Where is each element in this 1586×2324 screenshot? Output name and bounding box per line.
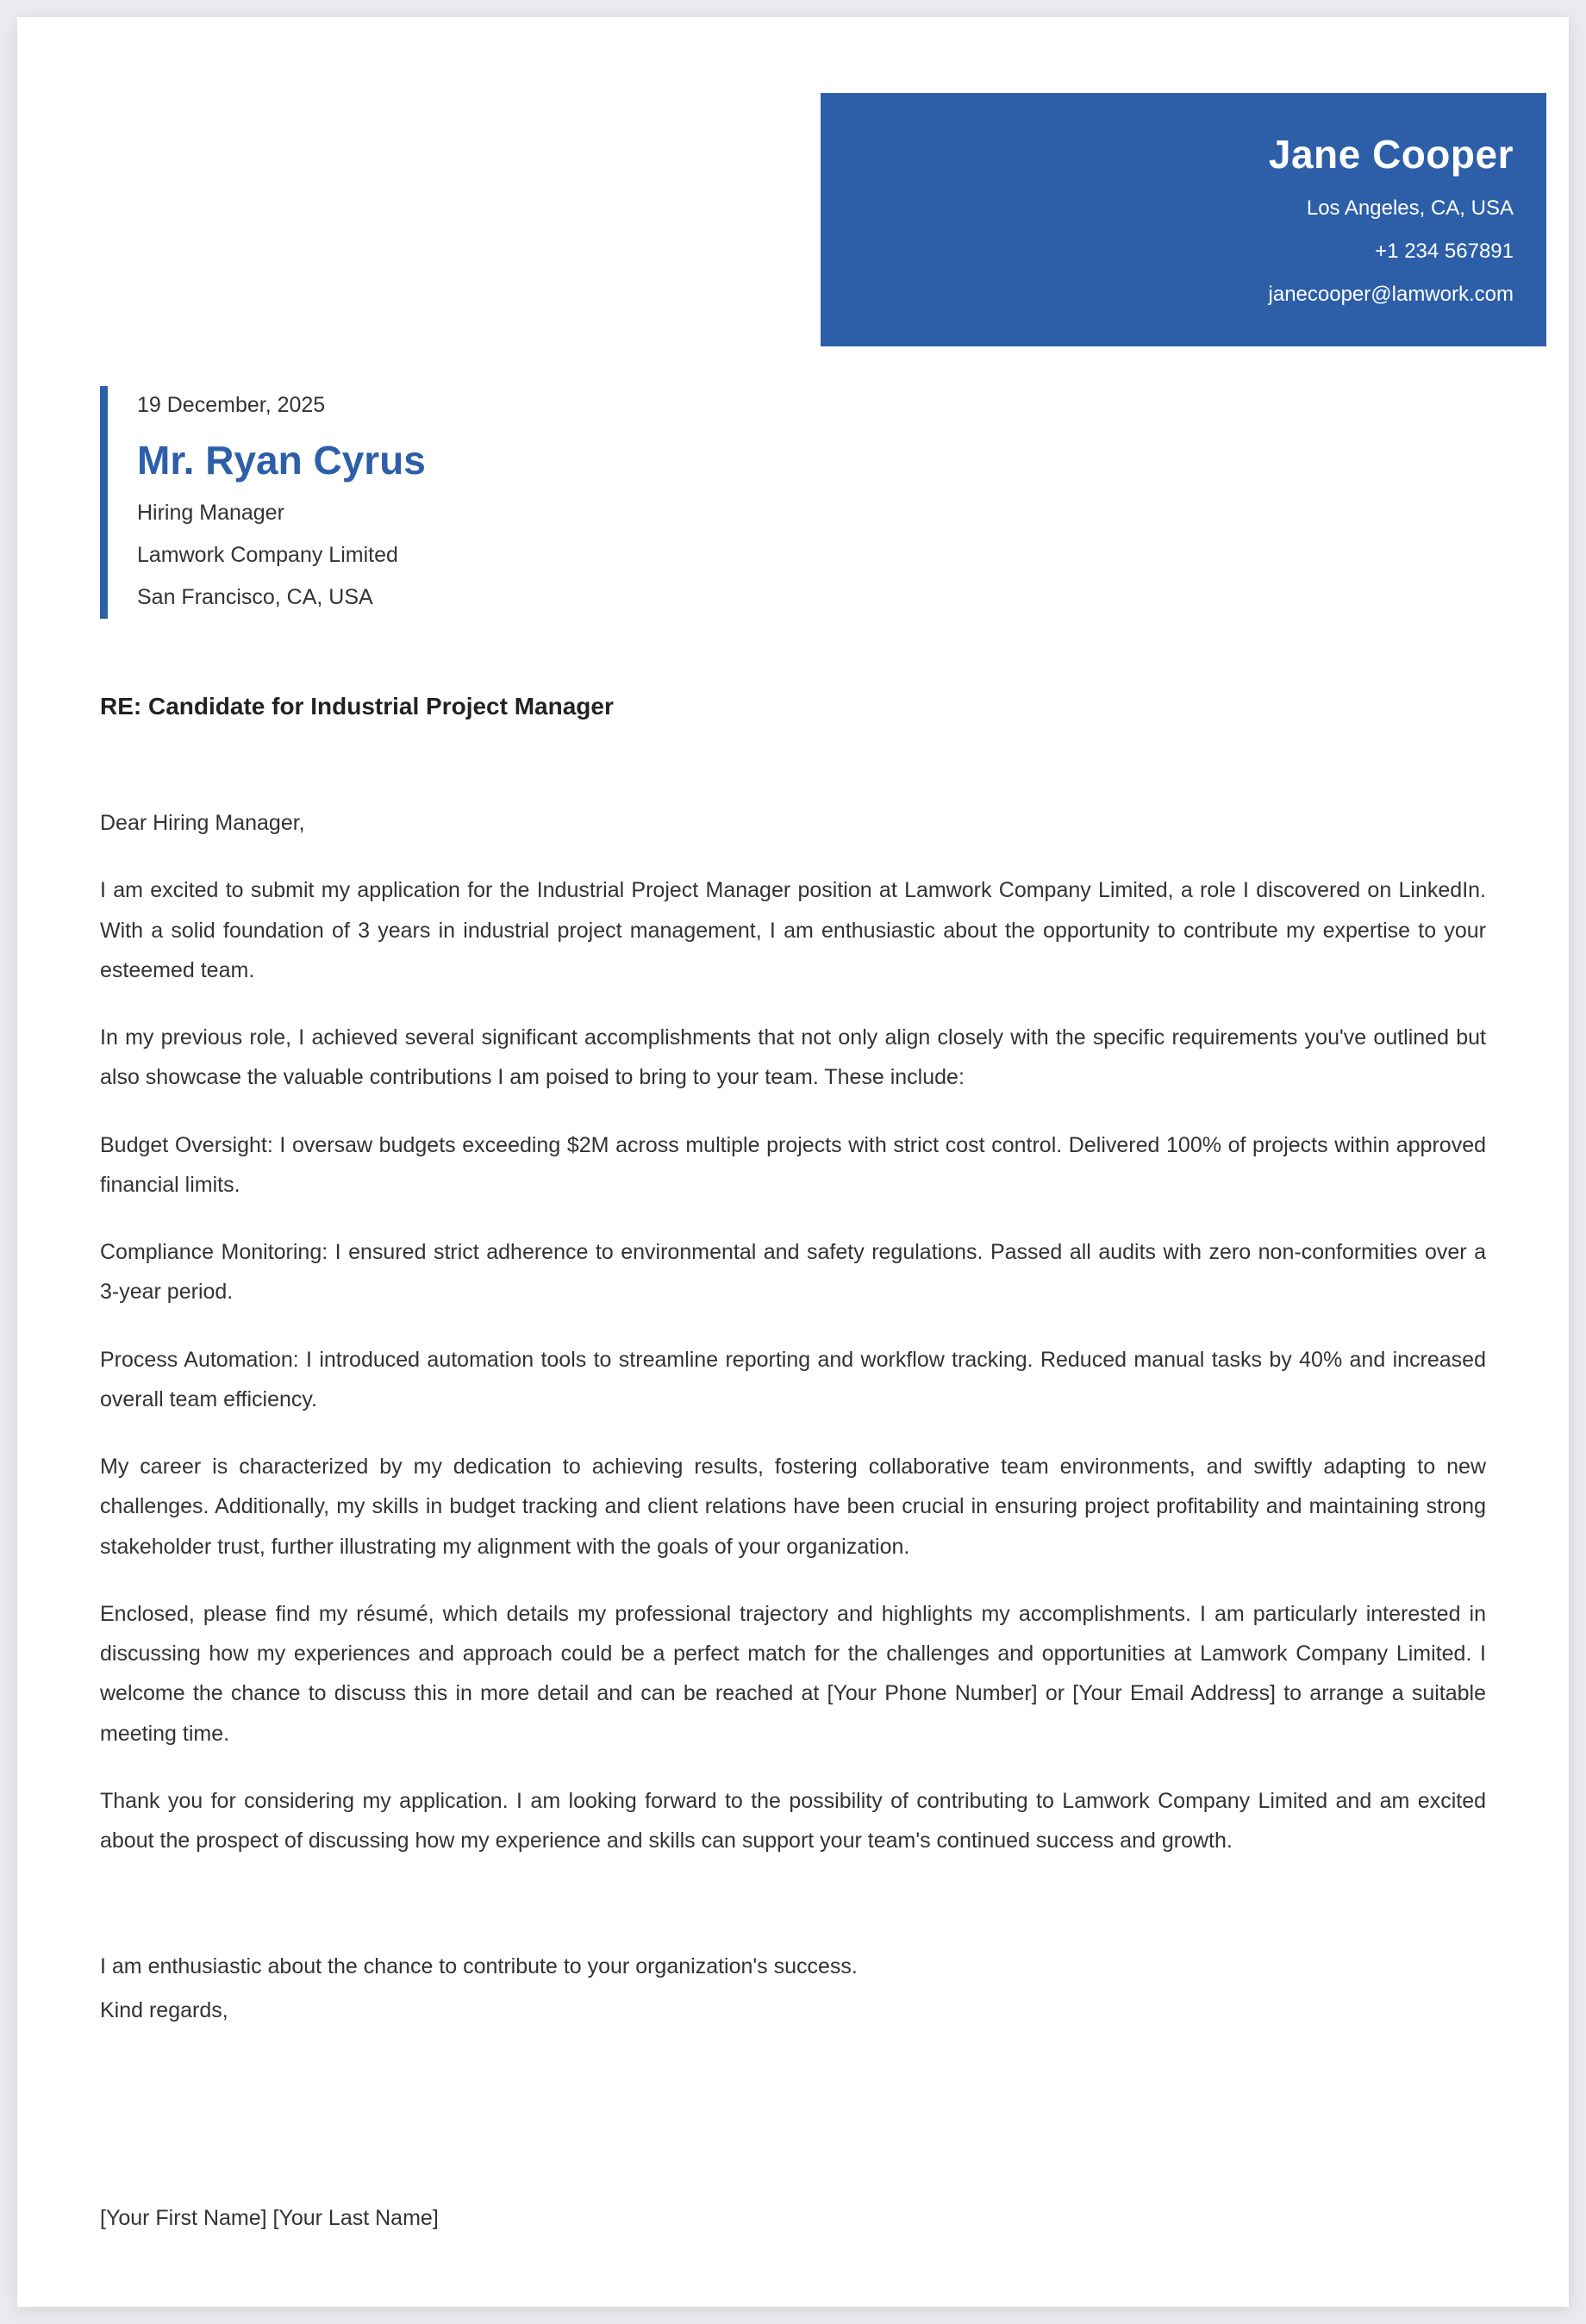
body-paragraph: Enclosed, please find my résumé, which details my professional trajectory and highlights my accomplishments. I am particularly interested in discussing how my experiences and approach could be a perfect match for the challenges and opportunities at Lamwork Company Limited. I welcome the chance to discuss this in more detail and can be reached at [Your Phone Number] or [Your Email Address] to arrange a suitable meeting time. — [100, 1601, 1486, 1746]
letter-body — [100, 803, 1486, 1860]
subject-line: RE: Candidate for Industrial Project Manager — [100, 693, 614, 720]
sender-phone: +1 234 567891 — [1375, 240, 1514, 263]
sender-header-card — [821, 93, 1546, 346]
body-paragraph: Thank you for considering my application. I am looking forward to the possibility of contributing to Lamwork Company Limited and am excited about the prospect of discussing how my experience and skills can support your team's continued success and growth. — [100, 1788, 1486, 1853]
body-paragraph: I am excited to submit my application for the Industrial Project Manager position at Lamwork Company Limited, a role I discovered on LinkedIn. With a solid foundation of 3 years in industrial project management, I am enthusiastic about the opportunity to contribute my expertise to your esteemed team. — [100, 878, 1486, 982]
letter-date: 19 December, 2025 — [137, 393, 326, 417]
closing-regards: Kind regards, — [100, 1997, 228, 2022]
recipient-block — [100, 386, 1514, 619]
sender-email: janecooper@lamwork.com — [1268, 283, 1514, 306]
body-paragraph: Process Automation: I introduced automation tools to streamline reporting and workflow tracking. Reduced manual tasks by 40% and increased overall team efficiency. — [100, 1347, 1486, 1411]
signature-placeholder: [Your First Name] [Your Last Name] — [100, 2205, 439, 2230]
sender-name: Jane Cooper — [1268, 132, 1514, 177]
recipient-title: Hiring Manager — [137, 501, 284, 525]
salutation: Dear Hiring Manager, — [100, 811, 305, 835]
closing-block — [100, 1947, 1486, 2238]
closing-line: I am enthusiastic about the chance to contribute to your organization's success. — [100, 1954, 858, 1979]
body-paragraph: Compliance Monitoring: I ensured strict adherence to environmental and safety regulations. Passed all audits with zero non-conformities over a 3-year period. — [100, 1240, 1486, 1305]
body-paragraph: Budget Oversight: I oversaw budgets exceeding $2M across multiple projects with strict cost control. Delivered 100% of projects within approved financial limits. — [100, 1132, 1486, 1197]
recipient-name: Mr. Ryan Cyrus — [137, 438, 426, 483]
body-paragraph: In my previous role, I achieved several significant accomplishments that not only align closely with the specific requirements you've outlined but also showcase the valuable contributions I am poised to bring to your team. These include: — [100, 1025, 1486, 1090]
recipient-location: San Francisco, CA, USA — [137, 585, 373, 609]
body-paragraph: My career is characterized by my dedication to achieving results, fostering collaborative team environments, and swiftly adapting to new challenges. Additionally, my skills in budget tracking and client relations have been crucial in ensuring project profitability and maintaining strong stakeholder trust, further illustrating my alignment with the goals of your organization. — [100, 1455, 1486, 1559]
sender-location: Los Angeles, CA, USA — [1306, 196, 1514, 220]
cover-letter-page — [17, 17, 1569, 2307]
recipient-company: Lamwork Company Limited — [137, 543, 398, 567]
